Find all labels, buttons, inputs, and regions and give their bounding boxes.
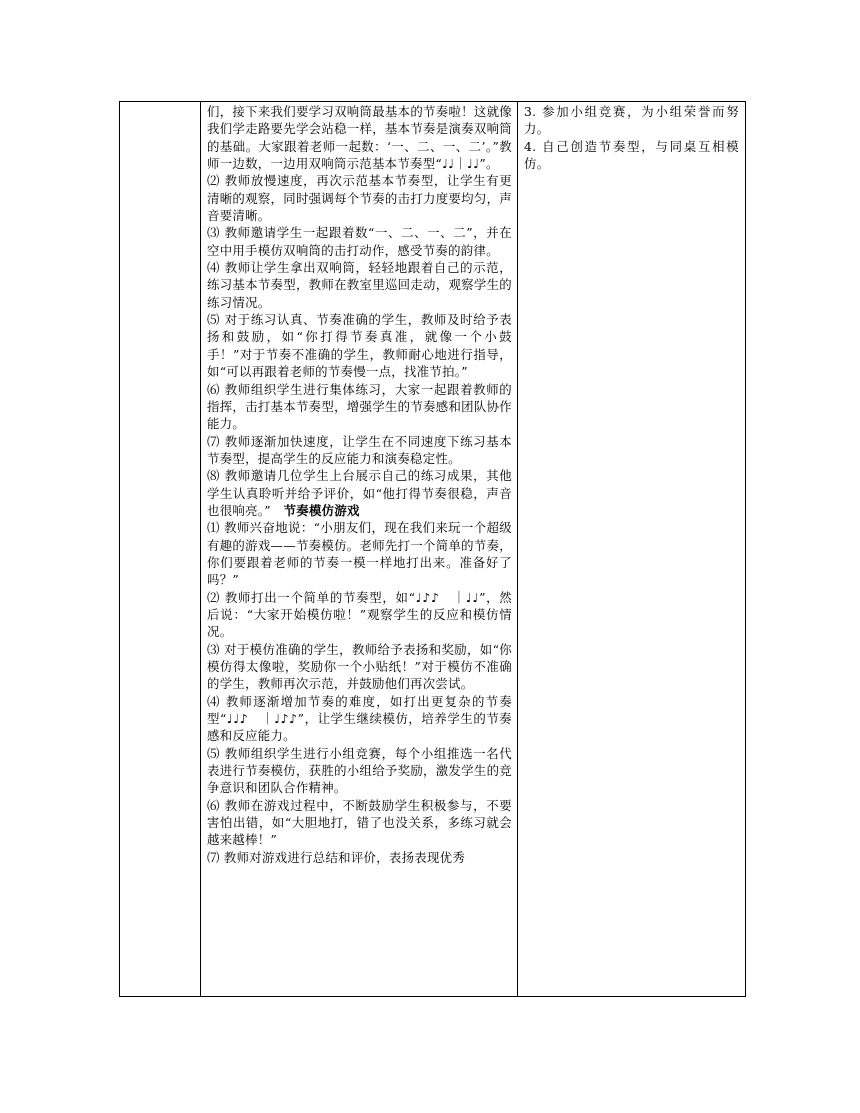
teacher-activity-paragraph: ⑷ 教师逐渐增加节奏的难度，如打出更复杂的节奏型“♩♩♪ ｜♩♪♪”，让学生继续模仿，培养学生的节奏感和反应能力。 <box>207 693 512 744</box>
teacher-activity-paragraph: ⑺ 教师逐渐加快速度，让学生在不同速度下练习基本节奏型，提高学生的反应能力和演奏稳定性。 <box>207 433 512 466</box>
teacher-activity-paragraph: ⑺ 教师对游戏进行总结和评价，表扬表现优秀 <box>207 849 466 865</box>
student-activity-paragraph: 3. 参加小组竞赛，为小组荣誉而努力。 <box>524 104 739 137</box>
lesson-plan-table <box>119 101 746 997</box>
teacher-activity-paragraph: ⑴ 教师兴奋地说：“小朋友们，现在我们来玩一个超级有趣的游戏——节奏模仿。老师先打一个简单的节奏，你们要跟着老师的节奏一模一样地打出来。准备好了吗？” <box>207 520 512 588</box>
teacher-activity-paragraph: ⑻ 教师邀请几位学生上台展示自己的练习成果，其他学生认真聆听并给予评价，如“他打得节奏很稳，声音也很响亮。” <box>207 468 512 518</box>
student-activity-text <box>518 102 745 172</box>
student-activity-cell <box>518 102 746 997</box>
teacher-activity-paragraph: ⑸ 教师组织学生进行小组竞赛，每个小组推选一名代表进行节奏模仿，获胜的小组给予奖励，激发学生的竞争意识和团队合作精神。 <box>207 745 512 796</box>
teacher-activity-paragraph: ⑹ 教师在游戏过程中，不断鼓励学生积极参与，不要害怕出错，如“大胆地打，错了也没关系，多练习就会越来越棒！” <box>207 797 512 848</box>
teacher-activity-paragraph: ⑷ 教师让学生拿出双响筒，轻轻地跟着自己的示范，练习基本节奏型，教师在教室里巡回走动，观察学生的练习情况。 <box>207 260 512 310</box>
teacher-activity-paragraph: ⑵ 教师放慢速度，再次示范基本节奏型，让学生有更清晰的观察，同时强调每个节奏的击打力度要均匀，声音要清晰。 <box>207 173 512 224</box>
teacher-activity-paragraph: ⑶ 教师邀请学生一起跟着数“一、二、一、二”，并在空中用手模仿双响筒的击打动作，感受节奏的韵律。 <box>207 225 512 258</box>
teacher-activity-text <box>201 102 517 866</box>
teacher-activity-cell <box>201 102 518 997</box>
student-activity-paragraph: 4. 自己创造节奏型，与同桌互相模仿。 <box>524 138 739 172</box>
teacher-activity-paragraph: ⑸ 对于练习认真、节奏准确的学生，教师及时给予表扬和鼓励，如“你打得节奏真准，就像一个小鼓手！”对于节奏不准确的学生，教师耐心地进行指导，如“可以再跟着老师的节奏慢一点，找准节拍。” <box>207 312 512 380</box>
stage-cell <box>120 102 201 997</box>
table-row <box>120 102 746 997</box>
teacher-activity-paragraph-with-heading <box>207 467 512 519</box>
teacher-activity-paragraph: 们，接下来我们要学习双响筒最基本的节奏啦！这就像我们学走路要先学会站稳一样，基本节奏是演奏双响筒的基础。大家跟着老师一起数：‘一、二、一、二’。”教师一边数，一边用双响筒示范基本节奏型“♩♩｜♩♩”。 <box>207 104 512 172</box>
teacher-activity-paragraph: ⑹ 教师组织学生进行集体练习，大家一起跟着教师的指挥，击打基本节奏型，增强学生的节奏感和团队协作能力。 <box>207 381 512 432</box>
teacher-activity-paragraph: ⑶ 对于模仿准确的学生，教师给予表扬和奖励，如“你模仿得太像啦，奖励你一个小贴纸！”对于模仿不准确的学生，教师再次示范，并鼓励他们再次尝试。 <box>207 641 512 692</box>
teacher-activity-paragraph: ⑵ 教师打出一个简单的节奏型，如“♩♪♪ ｜♩♩”，然后说：“大家开始模仿啦！”观察学生的反应和模仿情况。 <box>207 589 512 640</box>
section-heading: 节奏模仿游戏 <box>283 502 360 518</box>
